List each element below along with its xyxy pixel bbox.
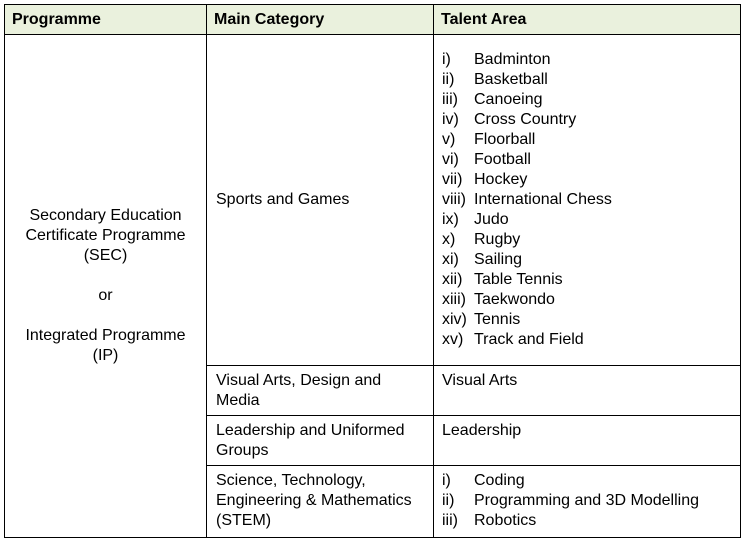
- programme-or: or: [98, 287, 113, 304]
- header-main-category: Main Category: [207, 5, 434, 35]
- talent-list-stem: [434, 466, 741, 538]
- list-item: [442, 130, 732, 150]
- list-item-label: Tennis: [474, 311, 521, 328]
- list-item-label: Judo: [474, 211, 509, 228]
- list-item-label: Taekwondo: [474, 291, 555, 308]
- talent-list-sports: [434, 35, 741, 366]
- list-item: [442, 90, 732, 110]
- list-item: [442, 270, 732, 290]
- list-item-number: i): [442, 51, 451, 68]
- list-item: [442, 290, 732, 310]
- list-item-number: viii): [442, 191, 466, 208]
- list-item-number: ii): [442, 492, 455, 509]
- category-stem: Science, Technology, Engineering & Mathematics (STEM): [207, 466, 434, 538]
- list-item-label: Canoeing: [474, 91, 543, 108]
- list-item: [442, 110, 732, 130]
- list-item-label: Hockey: [474, 171, 528, 188]
- list-item-number: xii): [442, 271, 463, 288]
- list-item: [442, 70, 732, 90]
- list-item-label: Coding: [474, 472, 525, 489]
- list-item: [442, 190, 732, 210]
- list-item-number: iii): [442, 91, 458, 108]
- list-item-number: i): [442, 472, 451, 489]
- list-item-label: Track and Field: [474, 331, 584, 348]
- programme-line: (SEC): [83, 247, 128, 264]
- list-item: [442, 170, 732, 190]
- list-item-label: Badminton: [474, 51, 551, 68]
- programme-line: Integrated Programme: [25, 327, 186, 344]
- category-leadership: Leadership and Uniformed Groups: [207, 416, 434, 466]
- header-talent-area: Talent Area: [434, 5, 741, 35]
- list-item-label: International Chess: [474, 191, 612, 208]
- header-programme: Programme: [5, 5, 207, 35]
- programme-line: (IP): [92, 347, 119, 364]
- category-sports: Sports and Games: [207, 35, 434, 366]
- table-row: [5, 35, 741, 366]
- list-item: [442, 250, 732, 270]
- list-item-number: xiv): [442, 311, 467, 328]
- list-item: [442, 330, 732, 350]
- list-item-label: Table Tennis: [474, 271, 563, 288]
- list-item-label: Football: [474, 151, 531, 168]
- programme-cell: [5, 35, 207, 538]
- programme-line: Secondary Education: [29, 207, 182, 224]
- category-visual-arts: Visual Arts, Design and Media: [207, 366, 434, 416]
- list-item: [442, 150, 732, 170]
- list-item: [442, 210, 732, 230]
- list-item-number: vii): [442, 171, 463, 188]
- list-item-label: Programming and 3D Modelling: [474, 492, 699, 509]
- list-item-number: ix): [442, 211, 459, 228]
- list-item-label: Cross Country: [474, 111, 577, 128]
- list-item-number: iv): [442, 111, 459, 128]
- list-item-label: Basketball: [474, 71, 548, 88]
- talent-leadership: Leadership: [434, 416, 741, 466]
- list-item-number: ii): [442, 71, 455, 88]
- list-item: [442, 50, 732, 70]
- programme-line: Certificate Programme: [25, 227, 186, 244]
- list-item-number: xv): [442, 331, 464, 348]
- list-item: [442, 471, 732, 491]
- list-item-label: Rugby: [474, 231, 521, 248]
- list-item-number: xiii): [442, 291, 466, 308]
- list-item-number: xi): [442, 251, 459, 268]
- header-row: [5, 5, 741, 35]
- list-item-number: v): [442, 131, 456, 148]
- list-item-label: Floorball: [474, 131, 536, 148]
- list-item-number: x): [442, 231, 456, 248]
- talent-visual-arts: Visual Arts: [434, 366, 741, 416]
- list-item: [442, 310, 732, 330]
- list-item: [442, 491, 732, 511]
- talent-areas-table: [4, 4, 741, 538]
- list-item: [442, 230, 732, 250]
- list-item-label: Sailing: [474, 251, 523, 268]
- list-item-number: iii): [442, 512, 458, 529]
- list-item: [442, 511, 732, 531]
- list-item-label: Robotics: [474, 512, 537, 529]
- list-item-number: vi): [442, 151, 459, 168]
